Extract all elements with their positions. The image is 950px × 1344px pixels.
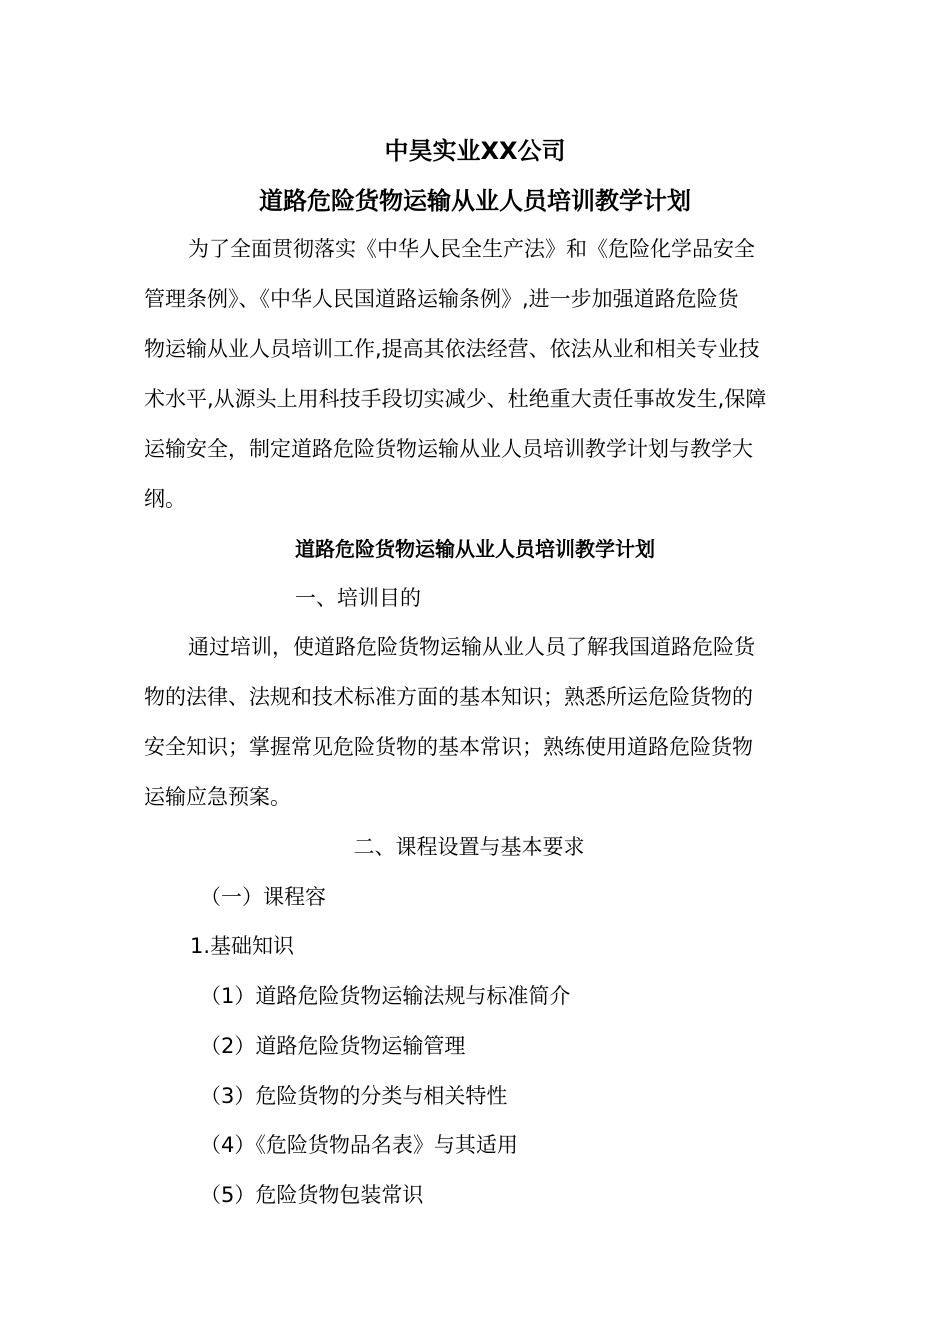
purpose-line: 运输应急预案。	[144, 785, 291, 809]
intro-line: 为了全面贯彻落实《中华人民全生产法》和《危险化学品安全	[188, 237, 755, 261]
course-item: （1）道路危险货物运输法规与标准简介	[200, 984, 571, 1008]
sub-heading-course-content: （一）课程容	[200, 885, 326, 909]
intro-paragraph	[144, 224, 816, 524]
course-item: （2）道路危险货物运输管理	[200, 1034, 466, 1058]
course-item: （3）危险货物的分类与相关特性	[200, 1084, 508, 1108]
heading-course-setup	[0, 832, 950, 862]
intro-line: 管理条例》、《中华人民国道路运输条例》,进一步加强道路危险货	[144, 287, 739, 311]
sub-heading-basic-knowledge: 1.基础知识	[190, 934, 295, 958]
purpose-line: 通过培训，使道路危险货物运输从业人员了解我国道路危险货	[188, 635, 755, 659]
course-item: （4）《危险货物品名表》与其适用	[200, 1133, 518, 1157]
intro-line: 术水平,从源头上用科技手段切实减少、杜绝重大责任事故发生,保障	[144, 387, 767, 411]
company-title: 中昊实业XX公司	[384, 137, 566, 165]
course-item: （5）危险货物包装常识	[200, 1183, 424, 1207]
purpose-line: 安全知识；掌握常见危险货物的基本常识；熟练使用道路危险货物	[144, 735, 753, 759]
purpose-paragraph	[144, 622, 816, 822]
intro-line: 物运输从业人员培训工作,提高其依法经营、依法从业和相关专业技	[144, 337, 760, 361]
heading-training-purpose: 一、培训目的	[295, 586, 421, 610]
heading-course-setup-text: 二、课程设置与基本要求	[353, 835, 585, 859]
intro-line: 运输安全，制定道路危险货物运输从业人员培训教学计划与教学大	[144, 437, 753, 461]
purpose-line: 物的法律、法规和技术标准方面的基本知识；熟悉所运危险货物的	[144, 685, 753, 709]
section-title: 道路危险货物运输从业人员培训教学计划	[295, 537, 655, 561]
plan-title: 道路危险货物运输从业人员培训教学计划	[259, 187, 691, 215]
intro-line: 纲。	[144, 487, 186, 511]
